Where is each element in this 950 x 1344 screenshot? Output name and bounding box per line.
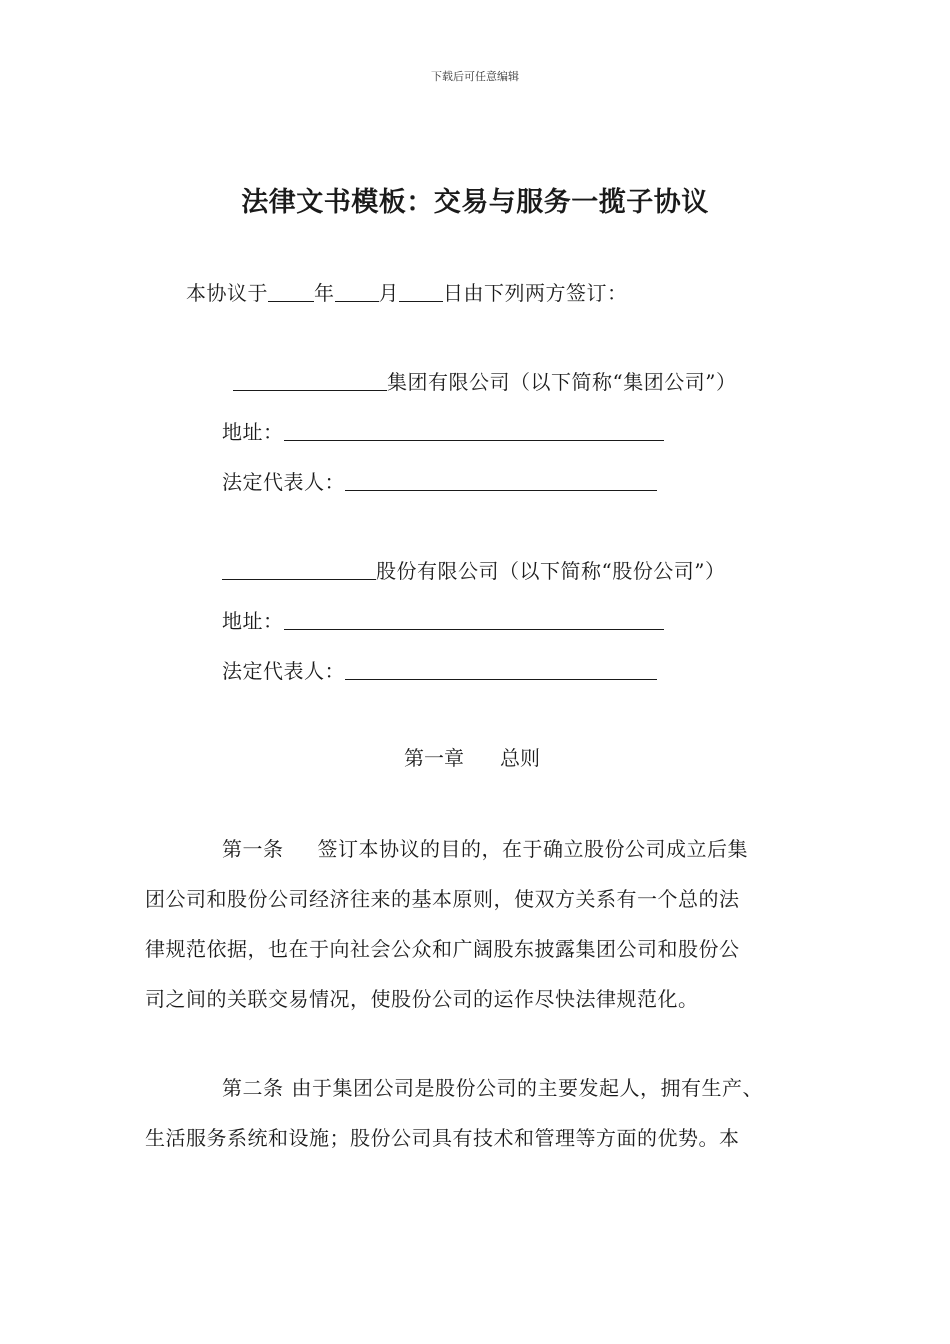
party-b-rep-blank [345, 678, 657, 680]
party-b-address-blank [284, 628, 664, 630]
article-1-label: 第一条 [222, 837, 284, 861]
article-1-line-1: 签订本协议的目的，在于确立股份公司成立后集 [317, 837, 748, 861]
article-2-label: 第二条 [222, 1076, 284, 1100]
chapter-heading [404, 742, 540, 771]
page-header-note: 下载后可任意编辑 [431, 70, 519, 83]
month-blank [335, 300, 379, 302]
party-a-rep-blank [345, 489, 657, 491]
party-a-rep-line [222, 466, 657, 495]
party-b-address-line [222, 605, 664, 634]
party-b-name-line [222, 555, 725, 584]
party-b-address-label: 地址： [222, 609, 284, 633]
party-b-rep-label: 法定代表人： [222, 659, 345, 683]
intro-year: 年 [314, 281, 335, 305]
party-b-name-blank [222, 578, 376, 580]
chapter-name: 总则 [500, 746, 540, 770]
article-2-line-1: 由于集团公司是股份公司的主要发起人，拥有生产、 [291, 1076, 763, 1100]
article-2-first-line [222, 1072, 763, 1101]
party-a-address-label: 地址： [222, 420, 284, 444]
document-title: 法律文书模板：交易与服务一揽子协议 [241, 187, 709, 218]
article-1-line-3: 律规范依据，也在于向社会公众和广阔股东披露集团公司和股份公 [145, 937, 740, 961]
party-b-rep-line [222, 655, 657, 684]
party-a-address-line [222, 416, 664, 445]
intro-line [186, 277, 628, 306]
intro-month: 月 [378, 281, 399, 305]
party-b-name: 股份有限公司（以下简称“股份公司”） [376, 559, 726, 583]
day-blank [399, 300, 443, 302]
party-a-name-line [233, 366, 736, 395]
intro-suffix: 日由下列两方签订： [443, 281, 628, 305]
party-a-rep-label: 法定代表人： [222, 470, 345, 494]
year-blank [268, 300, 314, 302]
party-a-name-blank [233, 389, 387, 391]
party-a-address-blank [284, 439, 664, 441]
article-1-line-2: 团公司和股份公司经济往来的基本原则，使双方关系有一个总的法 [145, 887, 740, 911]
article-1-line-4: 司之间的关联交易情况，使股份公司的运作尽快法律规范化。 [145, 987, 699, 1011]
chapter-number: 第一章 [404, 746, 464, 770]
party-a-name: 集团有限公司（以下简称“集团公司”） [387, 370, 737, 394]
intro-prefix: 本协议于 [186, 281, 268, 305]
article-2-line-2: 生活服务系统和设施；股份公司具有技术和管理等方面的优势。本 [145, 1126, 740, 1150]
article-1-first-line [222, 833, 748, 862]
